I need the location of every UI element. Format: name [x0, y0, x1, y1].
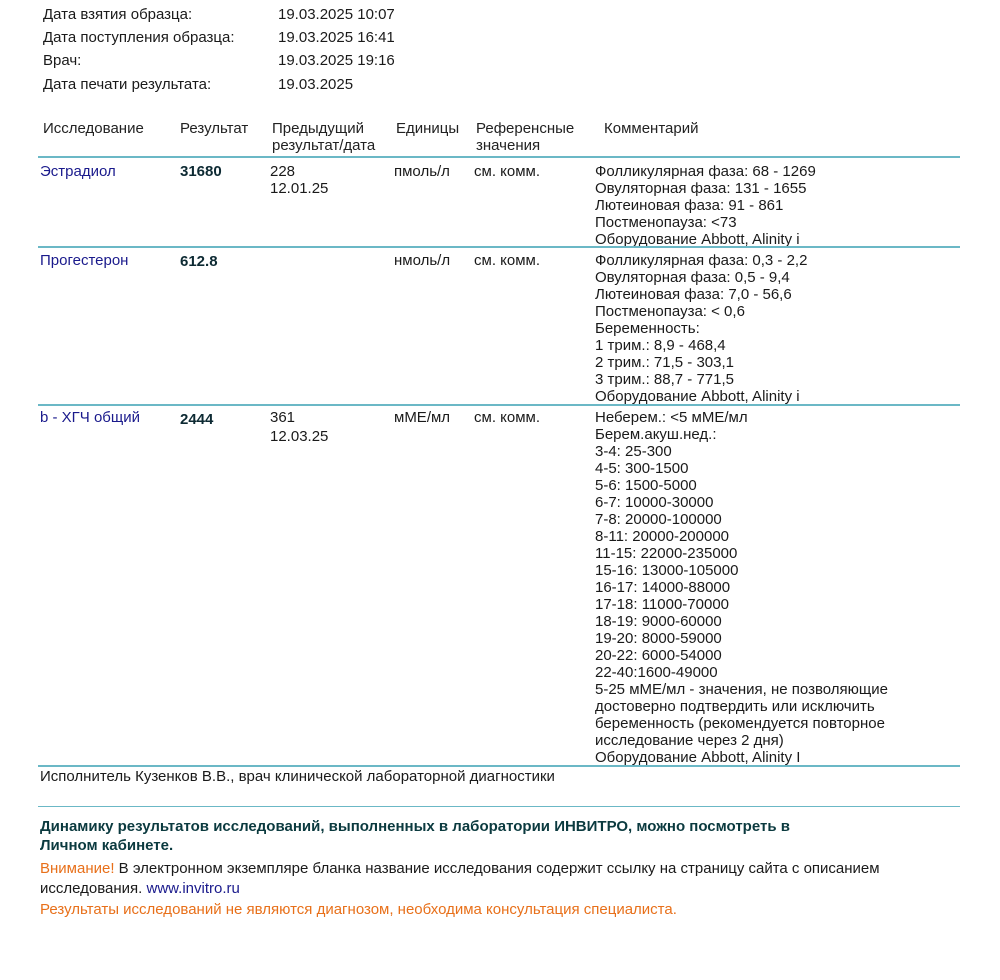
comment-line: Берем.акуш.нед.: [595, 426, 717, 443]
row-divider [38, 404, 960, 406]
header-comment: Комментарий [604, 120, 699, 137]
comment-line: Оборудование Abbott, Alinity i [595, 231, 800, 248]
attention-text-2: исследования. [40, 880, 147, 897]
reference: см. комм. [474, 409, 541, 426]
comment-line: 4-5: 300-1500 [595, 460, 689, 477]
row-divider [38, 246, 960, 248]
comment-line: 8-11: 20000-200000 [595, 528, 730, 545]
previous-value: 228 [270, 163, 296, 180]
comment-line: 18-19: 9000-60000 [595, 613, 722, 630]
comment-line: Неберем.: <5 мМЕ/мл [595, 409, 748, 426]
comment-line: 19-20: 8000-59000 [595, 630, 722, 647]
disclaimer: Результаты исследований не являются диагнозом, необходима консультация специалиста. [40, 901, 677, 918]
comment-line: Овуляторная фаза: 0,5 - 9,4 [595, 269, 790, 286]
comment-line: 6-7: 10000-30000 [595, 494, 714, 511]
units: нмоль/л [394, 252, 451, 269]
comment-line: Лютеиновая фаза: 7,0 - 56,6 [595, 286, 792, 303]
dynamics-line2: Личном кабинете. [40, 837, 174, 854]
comment-line: достоверно подтвердить или исключить [595, 698, 875, 715]
footer-divider [38, 806, 960, 807]
comment-line: 15-16: 13000-105000 [595, 562, 739, 579]
previous-value: 361 [270, 409, 296, 426]
comment-line: 16-17: 14000-88000 [595, 579, 731, 596]
result-value: 31680 [180, 163, 222, 180]
result-value: 612.8 [180, 253, 218, 270]
comment-line: 22-40:1600-49000 [595, 664, 718, 681]
header-divider [38, 156, 960, 158]
result-value: 2444 [180, 411, 214, 428]
comment-line: Постменопауза: < 0,6 [595, 303, 745, 320]
previous-date: 12.03.25 [270, 428, 329, 445]
header-reference-line2: значения [476, 137, 541, 154]
row-divider [38, 765, 960, 767]
attention-label: Внимание! [40, 860, 115, 877]
attention-line1 [40, 859, 880, 879]
comment-line: Оборудование Abbott, Alinity I [595, 749, 801, 766]
site-link[interactable]: www.invitro.ru [146, 880, 240, 897]
header-reference-line1: Референсные [476, 120, 575, 137]
previous-date: 12.01.25 [270, 180, 329, 197]
header-result: Результат [180, 120, 249, 137]
comment-line: 20-22: 6000-54000 [595, 647, 722, 664]
attention-text: В электронном экземпляре бланка название исследования содержит ссылку на страницу сайта с описанием [114, 860, 880, 877]
comment-block [595, 409, 888, 766]
meta-value-sample-date: 19.03.2025 10:07 [278, 6, 395, 23]
meta-value-received-date: 19.03.2025 16:41 [278, 29, 395, 46]
meta-label-print-date: Дата печати результата: [43, 76, 212, 93]
comment-line: 2 трим.: 71,5 - 303,1 [595, 354, 734, 371]
dynamics-line1: Динамику результатов исследований, выполненных в лаборатории ИНВИТРО, можно посмотреть в [40, 818, 790, 835]
header-previous-line2: результат/дата [272, 137, 376, 154]
comment-line: 3 трим.: 88,7 - 771,5 [595, 371, 734, 388]
comment-line: Лютеиновая фаза: 91 - 861 [595, 197, 784, 214]
meta-label-sample-date: Дата взятия образца: [43, 6, 193, 23]
comment-line: 11-15: 22000-235000 [595, 545, 738, 562]
units: мМЕ/мл [394, 409, 451, 426]
comment-line: исследование через 2 дня) [595, 732, 784, 749]
executor-line: Исполнитель Кузенков В.В., врач клинической лабораторной диагностики [40, 768, 555, 785]
comment-line: 5-6: 1500-5000 [595, 477, 697, 494]
comment-line: Оборудование Abbott, Alinity i [595, 388, 800, 405]
header-units: Единицы [396, 120, 460, 137]
meta-label-doctor: Врач: [43, 52, 82, 69]
attention-line2 [40, 879, 240, 899]
header-previous-line1: Предыдущий [272, 120, 365, 137]
units: пмоль/л [394, 163, 450, 180]
reference: см. комм. [474, 252, 541, 269]
comment-line: Беременность: [595, 320, 700, 337]
comment-line: Фолликулярная фаза: 68 - 1269 [595, 163, 816, 180]
comment-line: 5-25 мМЕ/мл - значения, не позволяющие [595, 681, 888, 698]
test-link-hcg[interactable]: b - ХГЧ общий [40, 409, 140, 426]
test-link-estradiol[interactable]: Эстрадиол [40, 163, 116, 180]
comment-line: Постменопауза: <73 [595, 214, 737, 231]
meta-value-doctor: 19.03.2025 19:16 [278, 52, 395, 69]
comment-line: 7-8: 20000-100000 [595, 511, 722, 528]
test-link-progesterone[interactable]: Прогестерон [40, 252, 129, 269]
comment-block [595, 163, 816, 248]
reference: см. комм. [474, 163, 541, 180]
comment-line: Овуляторная фаза: 131 - 1655 [595, 180, 807, 197]
meta-label-received-date: Дата поступления образца: [43, 29, 235, 46]
meta-value-print-date: 19.03.2025 [278, 76, 354, 93]
comment-line: 1 трим.: 8,9 - 468,4 [595, 337, 726, 354]
comment-line: Фолликулярная фаза: 0,3 - 2,2 [595, 252, 808, 269]
comment-block [595, 252, 807, 405]
comment-line: беременность (рекомендуется повторное [595, 715, 885, 732]
header-test: Исследование [43, 120, 144, 137]
comment-line: 17-18: 11000-70000 [595, 596, 730, 613]
comment-line: 3-4: 25-300 [595, 443, 672, 460]
